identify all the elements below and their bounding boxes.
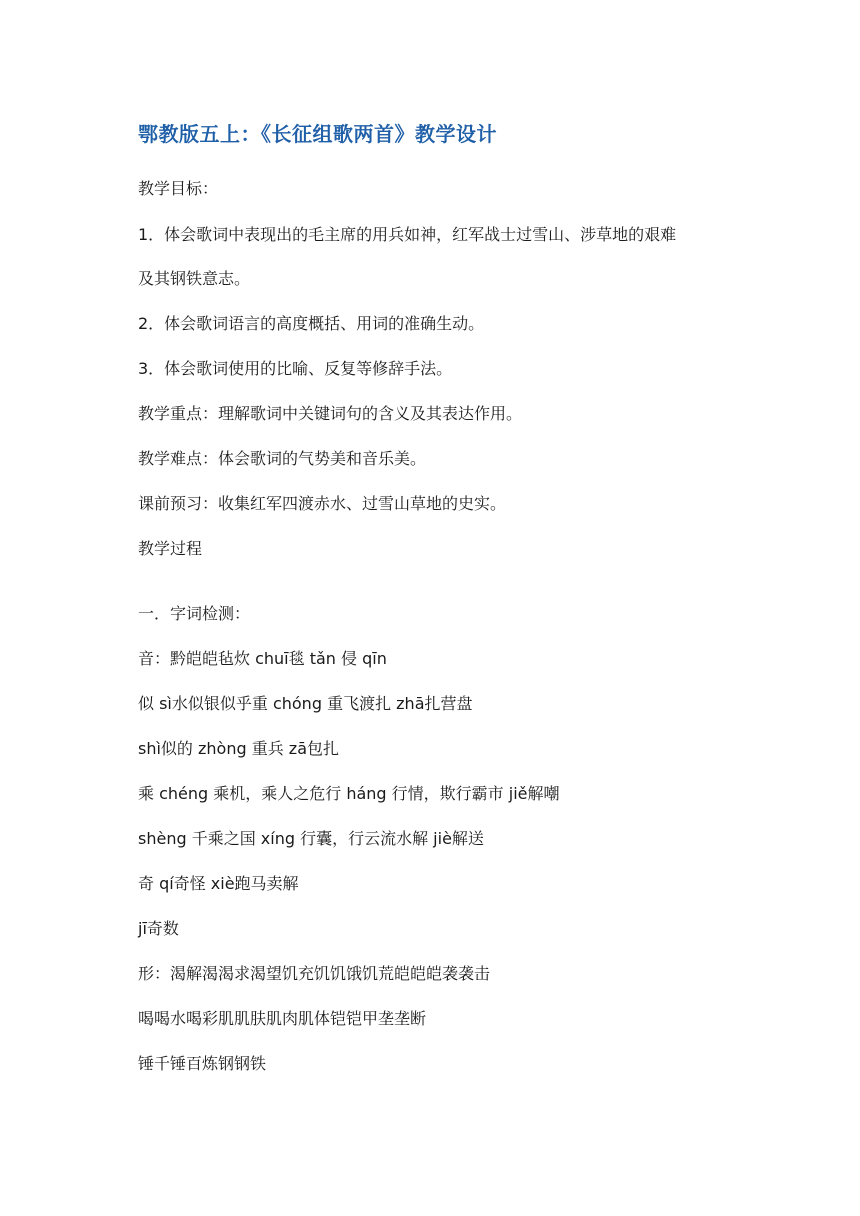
objective-1-line-2: 及其钢铁意志。 xyxy=(138,269,251,288)
vocab-line: 形：渴解渴渴求渴望饥充饥饥饿饥荒皑皑皑袭袭击 xyxy=(138,964,491,983)
vocab-line: shì似的 zhòng 重兵 zā包扎 xyxy=(138,739,340,758)
document-page xyxy=(138,0,778,1216)
preview-task: 课前预习：收集红军四渡赤水、过雪山草地的史实。 xyxy=(138,494,507,513)
vocab-line: 喝喝水喝彩肌肌肤肌肉肌体铠铠甲垄垄断 xyxy=(138,1009,427,1028)
section-vocab-check-heading: 一．字词检测： xyxy=(138,604,251,623)
vocab-line: 奇 qí奇怪 xiè跑马卖解 xyxy=(138,874,299,893)
vocab-line: 音：黔皑皑毡炊 chuī毯 tǎn 侵 qīn xyxy=(138,649,387,668)
vocab-line: 锤千锤百炼钢钢铁 xyxy=(138,1054,267,1073)
section-process-heading: 教学过程 xyxy=(138,539,203,558)
vocab-line: 乘 chéng 乘机，乘人之危行 háng 行情，欺行霸市 jiě解嘲 xyxy=(138,784,560,803)
section-objectives-heading: 教学目标： xyxy=(138,179,219,198)
objective-2: 2．体会歌词语言的高度概括、用词的准确生动。 xyxy=(138,314,485,333)
objective-3: 3．体会歌词使用的比喻、反复等修辞手法。 xyxy=(138,359,453,378)
teaching-key-point: 教学重点：理解歌词中关键词句的含义及其表达作用。 xyxy=(138,404,523,423)
objective-1-line-1: 1．体会歌词中表现出的毛主席的用兵如神，红军战士过雪山、涉草地的艰难 xyxy=(138,225,677,244)
vocab-line: shèng 千乘之国 xíng 行囊，行云流水解 jiè解送 xyxy=(138,829,484,848)
vocab-line: 似 sì水似银似乎重 chóng 重飞渡扎 zhā扎营盘 xyxy=(138,694,473,713)
document-title: 鄂教版五上：《长征组歌两首》教学设计 xyxy=(138,122,497,146)
teaching-difficulty: 教学难点：体会歌词的气势美和音乐美。 xyxy=(138,449,427,468)
vocab-line: jī奇数 xyxy=(138,919,179,938)
